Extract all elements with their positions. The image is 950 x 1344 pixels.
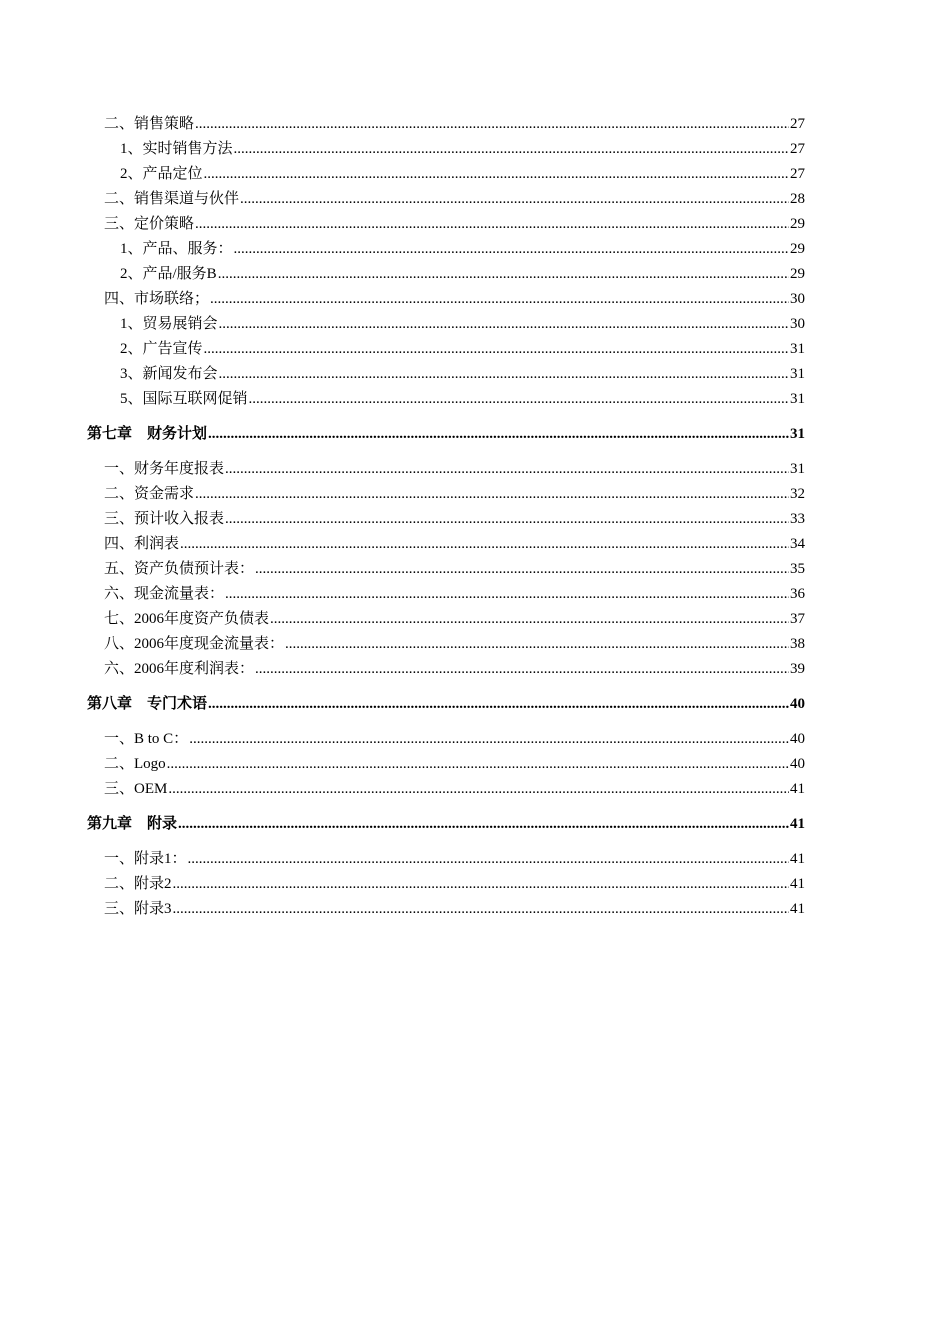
dot-leader [195, 482, 789, 507]
toc-entry-title: 四、利润表 [104, 536, 180, 552]
dot-leader [195, 112, 789, 137]
toc-entry-title: 一、财务年度报表 [104, 461, 225, 477]
toc-entry-page-number: 32 [790, 486, 805, 502]
toc-entry-page-number: 40 [790, 696, 805, 712]
dot-leader [285, 632, 789, 657]
dot-leader [225, 457, 789, 482]
toc-entry[interactable] [87, 557, 805, 582]
dot-leader [178, 812, 789, 837]
dot-leader [180, 532, 789, 557]
dot-leader [218, 262, 789, 287]
dot-leader [173, 897, 789, 922]
toc-entry-page-number: 41 [790, 901, 805, 917]
toc-entry-title: 二、销售策略 [104, 116, 195, 132]
toc-entry[interactable] [87, 362, 805, 387]
toc-entry-title: 第八章 专门术语 [87, 696, 208, 712]
toc-entry-title: 1、贸易展销会 [120, 316, 218, 332]
toc-entry-page-number: 29 [790, 241, 805, 257]
toc-entry-title: 三、附录3 [104, 901, 172, 917]
toc-entry[interactable] [87, 237, 805, 262]
toc-entry[interactable] [87, 657, 805, 682]
toc-entry-title: 三、预计收入报表 [104, 511, 225, 527]
toc-entry-title: 第七章 财务计划 [87, 426, 208, 442]
dot-leader [234, 237, 789, 262]
toc-entry-title: 六、2006年度利润表： [104, 661, 255, 677]
table-of-contents [87, 112, 805, 922]
toc-entry-title: 1、实时销售方法 [120, 141, 233, 157]
toc-entry[interactable] [87, 582, 805, 607]
toc-entry[interactable] [87, 337, 805, 362]
toc-entry-page-number: 31 [790, 426, 805, 442]
toc-entry-title: 六、现金流量表： [104, 586, 225, 602]
toc-entry-title: 3、新闻发布会 [120, 366, 218, 382]
toc-entry-page-number: 31 [790, 461, 805, 477]
toc-entry-page-number: 39 [790, 661, 805, 677]
toc-entry-title: 1、产品、服务： [120, 241, 233, 257]
toc-entry-title: 二、资金需求 [104, 486, 195, 502]
toc-entry-title: 2、产品/服务B [120, 266, 217, 282]
toc-entry[interactable] [87, 137, 805, 162]
toc-entry-page-number: 29 [790, 266, 805, 282]
dot-leader [249, 387, 789, 412]
toc-entry-page-number: 41 [790, 876, 805, 892]
toc-entry-title: 二、Logo [104, 756, 166, 772]
toc-entry[interactable] [87, 482, 805, 507]
toc-entry[interactable] [87, 212, 805, 237]
toc-entry[interactable] [87, 607, 805, 632]
toc-entry-page-number: 31 [790, 341, 805, 357]
toc-entry-title: 第九章 附录 [87, 816, 178, 832]
dot-leader [270, 607, 789, 632]
toc-entry-page-number: 36 [790, 586, 805, 602]
toc-entry-title: 三、定价策略 [104, 216, 195, 232]
toc-entry[interactable] [87, 387, 805, 412]
toc-entry[interactable] [87, 187, 805, 212]
toc-entry-title: 2、产品定位 [120, 166, 203, 182]
dot-leader [210, 287, 789, 312]
toc-entry[interactable] [87, 752, 805, 777]
toc-entry-page-number: 41 [790, 851, 805, 867]
dot-leader [195, 212, 789, 237]
toc-entry-title: 一、B to C： [104, 731, 189, 747]
toc-entry[interactable] [87, 162, 805, 187]
toc-entry-page-number: 30 [790, 291, 805, 307]
toc-entry-page-number: 35 [790, 561, 805, 577]
toc-entry-page-number: 37 [790, 611, 805, 627]
toc-entry[interactable] [87, 847, 805, 872]
toc-entry[interactable] [87, 532, 805, 557]
toc-entry-title: 五、资产负债预计表： [104, 561, 255, 577]
toc-entry-page-number: 30 [790, 316, 805, 332]
dot-leader [255, 657, 789, 682]
dot-leader [208, 422, 789, 447]
toc-entry-title: 2、广告宣传 [120, 341, 203, 357]
dot-leader [188, 847, 789, 872]
toc-entry[interactable] [87, 262, 805, 287]
dot-leader [225, 582, 789, 607]
toc-entry[interactable] [87, 727, 805, 752]
dot-leader [219, 362, 789, 387]
toc-entry[interactable] [87, 287, 805, 312]
toc-entry-title: 八、2006年度现金流量表： [104, 636, 285, 652]
dot-leader [255, 557, 789, 582]
dot-leader [189, 727, 789, 752]
dot-leader [225, 507, 789, 532]
toc-entry-page-number: 38 [790, 636, 805, 652]
toc-entry-page-number: 41 [790, 816, 805, 832]
toc-entry[interactable] [87, 312, 805, 337]
toc-entry-title: 七、2006年度资产负债表 [104, 611, 270, 627]
toc-entry-page-number: 33 [790, 511, 805, 527]
toc-entry[interactable] [87, 112, 805, 137]
dot-leader [204, 162, 789, 187]
toc-entry[interactable] [87, 632, 805, 657]
toc-entry[interactable] [87, 777, 805, 802]
toc-entry-title: 三、OEM [104, 781, 168, 797]
toc-entry-page-number: 40 [790, 731, 805, 747]
toc-entry-page-number: 41 [790, 781, 805, 797]
dot-leader [204, 337, 789, 362]
toc-entry-page-number: 27 [790, 166, 805, 182]
toc-entry-title: 二、销售渠道与伙伴 [104, 191, 240, 207]
toc-entry-page-number: 27 [790, 141, 805, 157]
toc-entry-page-number: 29 [790, 216, 805, 232]
toc-entry-page-number: 34 [790, 536, 805, 552]
toc-entry-title: 5、国际互联网促销 [120, 391, 248, 407]
toc-entry[interactable] [87, 457, 805, 482]
toc-entry[interactable] [87, 872, 805, 897]
dot-leader [167, 752, 789, 777]
toc-chapter-entry[interactable] [87, 692, 805, 717]
toc-entry-title: 一、附录1： [104, 851, 187, 867]
dot-leader [173, 872, 789, 897]
toc-entry-page-number: 28 [790, 191, 805, 207]
toc-entry[interactable] [87, 507, 805, 532]
toc-entry-page-number: 31 [790, 391, 805, 407]
toc-entry-page-number: 31 [790, 366, 805, 382]
dot-leader [240, 187, 789, 212]
toc-entry[interactable] [87, 897, 805, 922]
dot-leader [219, 312, 789, 337]
toc-entry-page-number: 40 [790, 756, 805, 772]
toc-chapter-entry[interactable] [87, 812, 805, 837]
dot-leader [234, 137, 789, 162]
toc-entry-title: 二、附录2 [104, 876, 172, 892]
toc-entry-title: 四、市场联络； [104, 291, 210, 307]
toc-entry-page-number: 27 [790, 116, 805, 132]
dot-leader [168, 777, 789, 802]
toc-chapter-entry[interactable] [87, 422, 805, 447]
dot-leader [208, 692, 789, 717]
